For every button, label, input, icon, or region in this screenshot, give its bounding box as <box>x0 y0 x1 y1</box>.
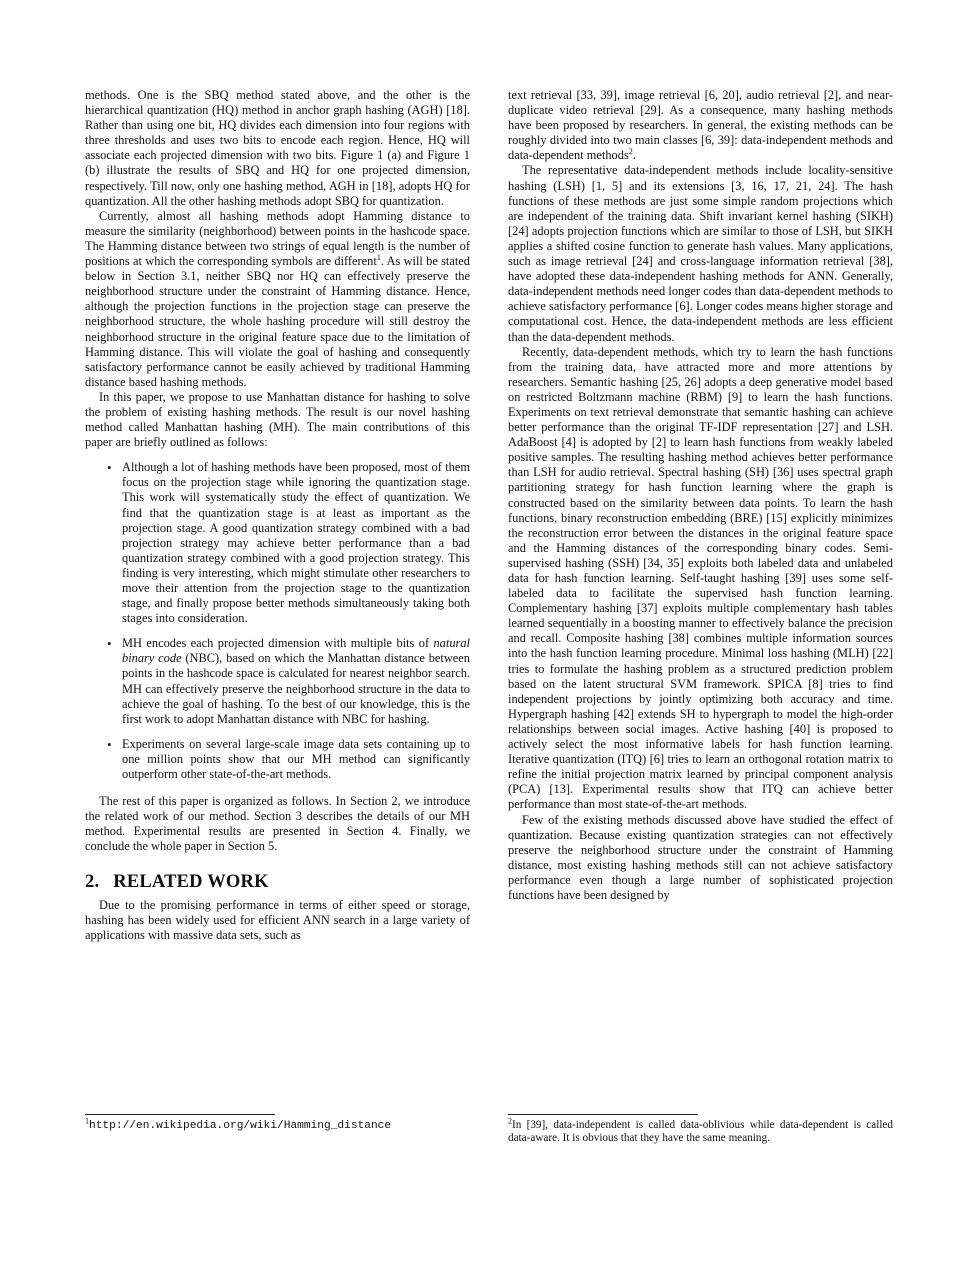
contribution-item-2-emphasis: natural binary code <box>122 636 470 666</box>
footnote-2-mark: 2 <box>508 1116 512 1126</box>
left-column <box>85 88 470 943</box>
contribution-item-1: • Although a lot of hashing methods have been proposed, most of them focus on the projection stage while ignoring the quantization stage. This work will systematically study the effect of quantization. We find that the quantization stage is at least as important as the projection stage. A good quantization strategy combined with a bad projection strategy may achieve better performance than a bad quantization strategy combined with a good projection strategy. This finding is very interesting, which might stimulate other researchers to move their attention from the projection stage to the quantization stage, and finally propose better methods simultaneously taking both stages into consideration. <box>122 460 470 626</box>
section-heading <box>85 871 470 892</box>
right-column <box>508 88 893 903</box>
footnote-2 <box>508 1116 893 1146</box>
left-paragraph-2-a: Currently, almost all hashing methods adopt Hamming distance to measure the similarity (neighborhood) between points in the hashcode space. The Hamming distance between two strings of equal length is the number of positions at which the corresponding symbols are different <box>85 208 470 269</box>
left-paragraph-3: In this paper, we propose to use Manhattan distance for hashing to solve the problem of existing hashing methods. The result is our novel hashing method called Manhattan hashing (MH). The main contributions of this paper are briefly outlined as follows: <box>85 389 470 450</box>
footnote-divider <box>508 1114 698 1115</box>
footnote-divider <box>85 1114 275 1115</box>
left-paragraph-5: Due to the promising performance in terms of either speed or storage, hashing has been widely used for efficient ANN search in a large variety of applications with massive data sets, such as <box>85 897 470 942</box>
right-paragraph-1-b: . <box>632 148 636 163</box>
section-number: 2. <box>85 871 100 892</box>
left-paragraph-2-b: . As will be stated below in Section 3.1, neither SBQ nor HQ can effectively preserve the neighborhood structure under the constraint of Hamming distance. Hence, although the projection functions in the projection stage can preserve the neighborhood structure, the whole hashing procedure will still destroy the neighborhood structure in the original feature space due to the limitation of Hamming distance. This will violate the goal of hashing and consequently satisfactory performance cannot be easily achieved by traditional Hamming distance based hashing methods. <box>85 254 471 389</box>
contribution-item-3: • Experiments on several large-scale image data sets containing up to one million points show that our MH method can significantly outperform other state-of-the-art methods. <box>122 737 470 782</box>
footnote-1-mark: 1 <box>85 1116 89 1126</box>
right-paragraph-1-a: text retrieval [33, 39], image retrieval [6, 20], audio retrieval [2], and near-duplicate video retrieval [29]. As a consequence, many hashing methods have been proposed by researchers. In general, the existing methods can be roughly divided into two main classes [6, 39]: data-independent methods and data-dependent methods <box>508 88 893 163</box>
footnote-1-url[interactable]: http://en.wikipedia.org/wiki/Hamming_distance <box>89 1120 392 1132</box>
footnotes-right <box>508 1108 893 1146</box>
footnote-ref-1[interactable]: 1 <box>376 252 381 262</box>
right-paragraph-3: Recently, data-dependent methods, which try to learn the hash functions from the training data, have attracted more and more attentions by researchers. Semantic hashing [25, 26] adopts a deep generative model based on restricted Boltzmann machine (RBM) [9] to learn the hash functions. Experiments on text retrieval demonstrate that semantic hashing can achieve better performance than the original TF-IDF representation [27] and LSH. AdaBoost [4] is adopted by [2] to learn hash functions from weakly labeled positive samples. The resulting hashing method achieves better performance than LSH for audio retrieval. Spectral hashing (SH) [36] uses spectral graph partitioning strategy for hash function learning where the graph is constructed based on the similarity between data points. To learn the hash functions, binary reconstruction embedding (BRE) [15] explicitly minimizes the reconstruction error between the distances in the original feature space and the Hamming distances of the corresponding binary codes. Semi-supervised hashing (SSH) [34, 35] exploits both labeled data and unlabeled data for hash function learning. Self-taught hashing [39] uses some self-labeled data to facilitate the supervised hash function learning. Complementary hashing [37] exploits multiple complementary hash tables learned sequentially in a boosting manner to effectively balance the precision and recall. Composite hashing [38] combines multiple information sources into the hash function learning procedure. Minimal loss hashing (MLH) [22] tries to formulate the hashing problem as a structured prediction problem based on the latent structural SVM framework. SPICA [8] tries to find independent projections by jointly optimizing both accuracy and time. Hypergraph hashing [42] extends SH to hypergraph to model the high-order relationships between social images. Active hashing [40] is proposed to actively select the most informative labels for hash function learning. Iterative quantization (ITQ) [6] tries to learn an orthogonal rotation matrix to refine the initial projection matrix learned by principal component analysis (PCA) [13]. Experimental results show that ITQ can achieve better performance than most state-of-the-art methods. <box>508 344 893 812</box>
contribution-item-2 <box>122 636 470 727</box>
section-title: RELATED WORK <box>113 871 269 892</box>
footnote-2-text: In [39], data-independent is called data-oblivious while data-dependent is called data-aware. It is obvious that they have the same meaning. <box>508 1119 893 1145</box>
left-paragraph-1: methods. One is the SBQ method stated above, and the other is the hierarchical quantization (HQ) method in anchor graph hashing (AGH) [18]. Rather than using one bit, HQ divides each dimension into four regions with three thresholds and uses two bits to encode each region. Hence, HQ will associate each projected dimension with two bits. Figure 1 (a) and Figure 1 (b) illustrate the results of SBQ and HQ for one projected dimension, respectively. Till now, only one hashing method, AGH in [18], adopts HQ for quantization. All the other hashing methods adopt SBQ for quantization. <box>85 88 470 208</box>
left-paragraph-2 <box>85 209 470 390</box>
footnote-1 <box>85 1116 470 1133</box>
footnotes-left <box>85 1108 470 1133</box>
right-paragraph-4: Few of the existing methods discussed above have studied the effect of quantization. Because existing quantization strategies can not effectively preserve the neighborhood structure under the constraint of Hamming distance, most existing hashing methods still can not achieve satisfactory performance even though a large number of sophisticated projection functions have been designed by <box>508 812 893 902</box>
footnote-ref-2[interactable]: 2 <box>628 147 633 157</box>
right-paragraph-2: The representative data-independent methods include locality-sensitive hashing (LSH) [1, 5] and its extensions [3, 16, 17, 21, 24]. The hash functions of these methods are just some simple random projections which are independent of the training data. Shift invariant kernel hashing (SIKH) [24] adopts projection functions which are similar to those of LSH, but SIKH applies a shifted cosine function to generate hash values. Many applications, such as image retrieval [24] and cross-language information retrieval [38], have adopted these data-independent hashing methods for ANN. Generally, data-independent methods need longer codes than data-dependent methods to achieve satisfactory performance [6]. Longer codes means higher storage and computational cost. Hence, the data-independent methods are less efficient than the data-dependent methods. <box>508 163 893 344</box>
right-paragraph-1 <box>508 88 893 163</box>
contributions-list <box>85 460 470 782</box>
contribution-item-2-a: MH encodes each projected dimension with multiple bits of <box>122 636 430 651</box>
left-paragraph-4: The rest of this paper is organized as follows. In Section 2, we introduce the related work of our method. Section 3 describes the details of our MH method. Experimental results are presented in Section 4. Finally, we conclude the whole paper in Section 5. <box>85 794 470 854</box>
contribution-item-2-b: (NBC), based on which the Manhattan distance between points in the hashcode space is calculated for nearest neighbor search. MH can effectively preserve the neighborhood structure in the data to achieve the goal of hashing. To the best of our knowledge, this is the first work to adopt Manhattan distance with NBC for hashing. <box>122 651 470 726</box>
